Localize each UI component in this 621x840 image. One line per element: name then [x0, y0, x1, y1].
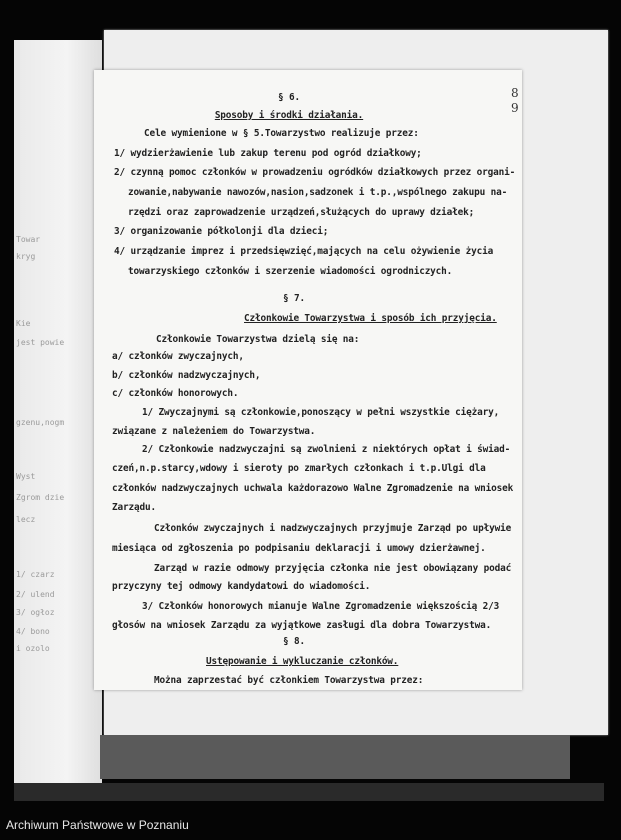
- text-line: 1/ Zwyczajnymi są członkowie,ponoszący w pełni wszystkie ciężary,: [142, 407, 500, 418]
- text-line: Zarządu.: [112, 502, 156, 513]
- page-number: 9: [511, 101, 519, 115]
- text-line: zowanie,nabywanie nawozów,nasion,sadzonek i t.p.,wspólnego zakupu na-: [128, 187, 508, 198]
- underlying-fragment: 2/ ulend: [16, 590, 55, 599]
- text-line: 4/ urządzanie imprez i przedsięwzięć,mających na celu ożywienie życia: [114, 246, 494, 257]
- underlying-fragment: kryg: [16, 252, 36, 261]
- underlying-fragment: jest powie: [16, 338, 65, 347]
- text-line: Członków zwyczajnych i nadzwyczajnych przyjmuje Zarząd po upływie: [154, 523, 512, 534]
- underlying-fragment: lecz: [16, 515, 36, 524]
- text-line: czeń,n.p.starcy,wdowy i sieroty po zmarłych członkach i t.p.Ulgi dla: [112, 463, 486, 474]
- text-line: rzędzi oraz zaprowadzenie urządzeń,służących do uprawy działek;: [128, 207, 475, 218]
- underlying-fragment: Towar: [16, 235, 41, 244]
- text-line: przyczyny tej odmowy kandydatowi do wiadomości.: [112, 581, 371, 592]
- underlying-fragment: 4/ bono: [16, 627, 50, 636]
- underlying-fragment: gzenu,nogm: [16, 418, 65, 427]
- underlying-page: [14, 40, 102, 785]
- underlying-fragment: i ozolo: [16, 644, 50, 653]
- section-title: Sposoby i środki działania.: [214, 110, 364, 121]
- archive-footer: Archiwum Państwowe w Poznaniu: [6, 818, 189, 832]
- section-title: Członkowie Towarzystwa i sposób ich przyjęcia.: [244, 313, 497, 324]
- document-page: [94, 70, 522, 690]
- text-line: towarzyskiego członków i szerzenie wiadomości ogrodniczych.: [128, 266, 453, 277]
- shadow-strip: [100, 735, 570, 779]
- section-heading: § 6.: [278, 92, 300, 103]
- text-line: b/ członków nadzwyczajnych,: [112, 370, 261, 381]
- text-line: Zarząd w razie odmowy przyjęcia członka nie jest obowiązany podać: [154, 563, 512, 574]
- page-number: 8: [511, 86, 519, 100]
- text-line: 3/ organizowanie półkolonji dla dzieci;: [114, 226, 329, 237]
- underlying-fragment: Zgrom dzie: [16, 493, 65, 502]
- text-line: związane z należeniem do Towarzystwa.: [112, 426, 316, 437]
- text-line: głosów na wniosek Zarządu za wyjątkowe zasługi dla dobra Towarzystwa.: [112, 620, 492, 631]
- text-line: c/ członków honorowych.: [112, 388, 239, 399]
- section-heading: § 7.: [283, 293, 305, 304]
- text-line: miesiąca od zgłoszenia po podpisaniu deklaracji i umowy dzierżawnej.: [112, 543, 486, 554]
- section-title: Ustępowanie i wykluczanie członków.: [206, 656, 399, 667]
- text-line: Cele wymienione w § 5.Towarzystwo realizuje przez:: [144, 128, 419, 139]
- text-line: Członkowie Towarzystwa dzielą się na:: [156, 334, 360, 345]
- text-line: 2/ czynną pomoc członków w prowadzeniu ogródków działkowych przez organi-: [114, 167, 516, 178]
- underlying-fragment: 3/ ogłoz: [16, 608, 55, 617]
- section-heading: § 8.: [283, 636, 305, 647]
- text-line: a/ członków zwyczajnych,: [112, 351, 244, 362]
- text-line: członków nadzwyczajnych uchwala każdorazowo Walne Zgromadzenie na wniosek: [112, 483, 514, 494]
- underlying-fragment: Kie: [16, 319, 31, 328]
- shadow-strip: [14, 783, 604, 801]
- text-line: Można zaprzestać być członkiem Towarzystwa przez:: [154, 675, 424, 686]
- text-line: 1/ wydzierżawienie lub zakup terenu pod ogród działkowy;: [114, 148, 422, 159]
- underlying-fragment: Wyst: [16, 472, 36, 481]
- text-line: 2/ Członkowie nadzwyczajni są zwolnieni z niektórych opłat i świad-: [142, 444, 511, 455]
- text-line: 3/ Członków honorowych mianuje Walne Zgromadzenie większością 2/3: [142, 601, 500, 612]
- underlying-fragment: 1/ czarz: [16, 570, 55, 579]
